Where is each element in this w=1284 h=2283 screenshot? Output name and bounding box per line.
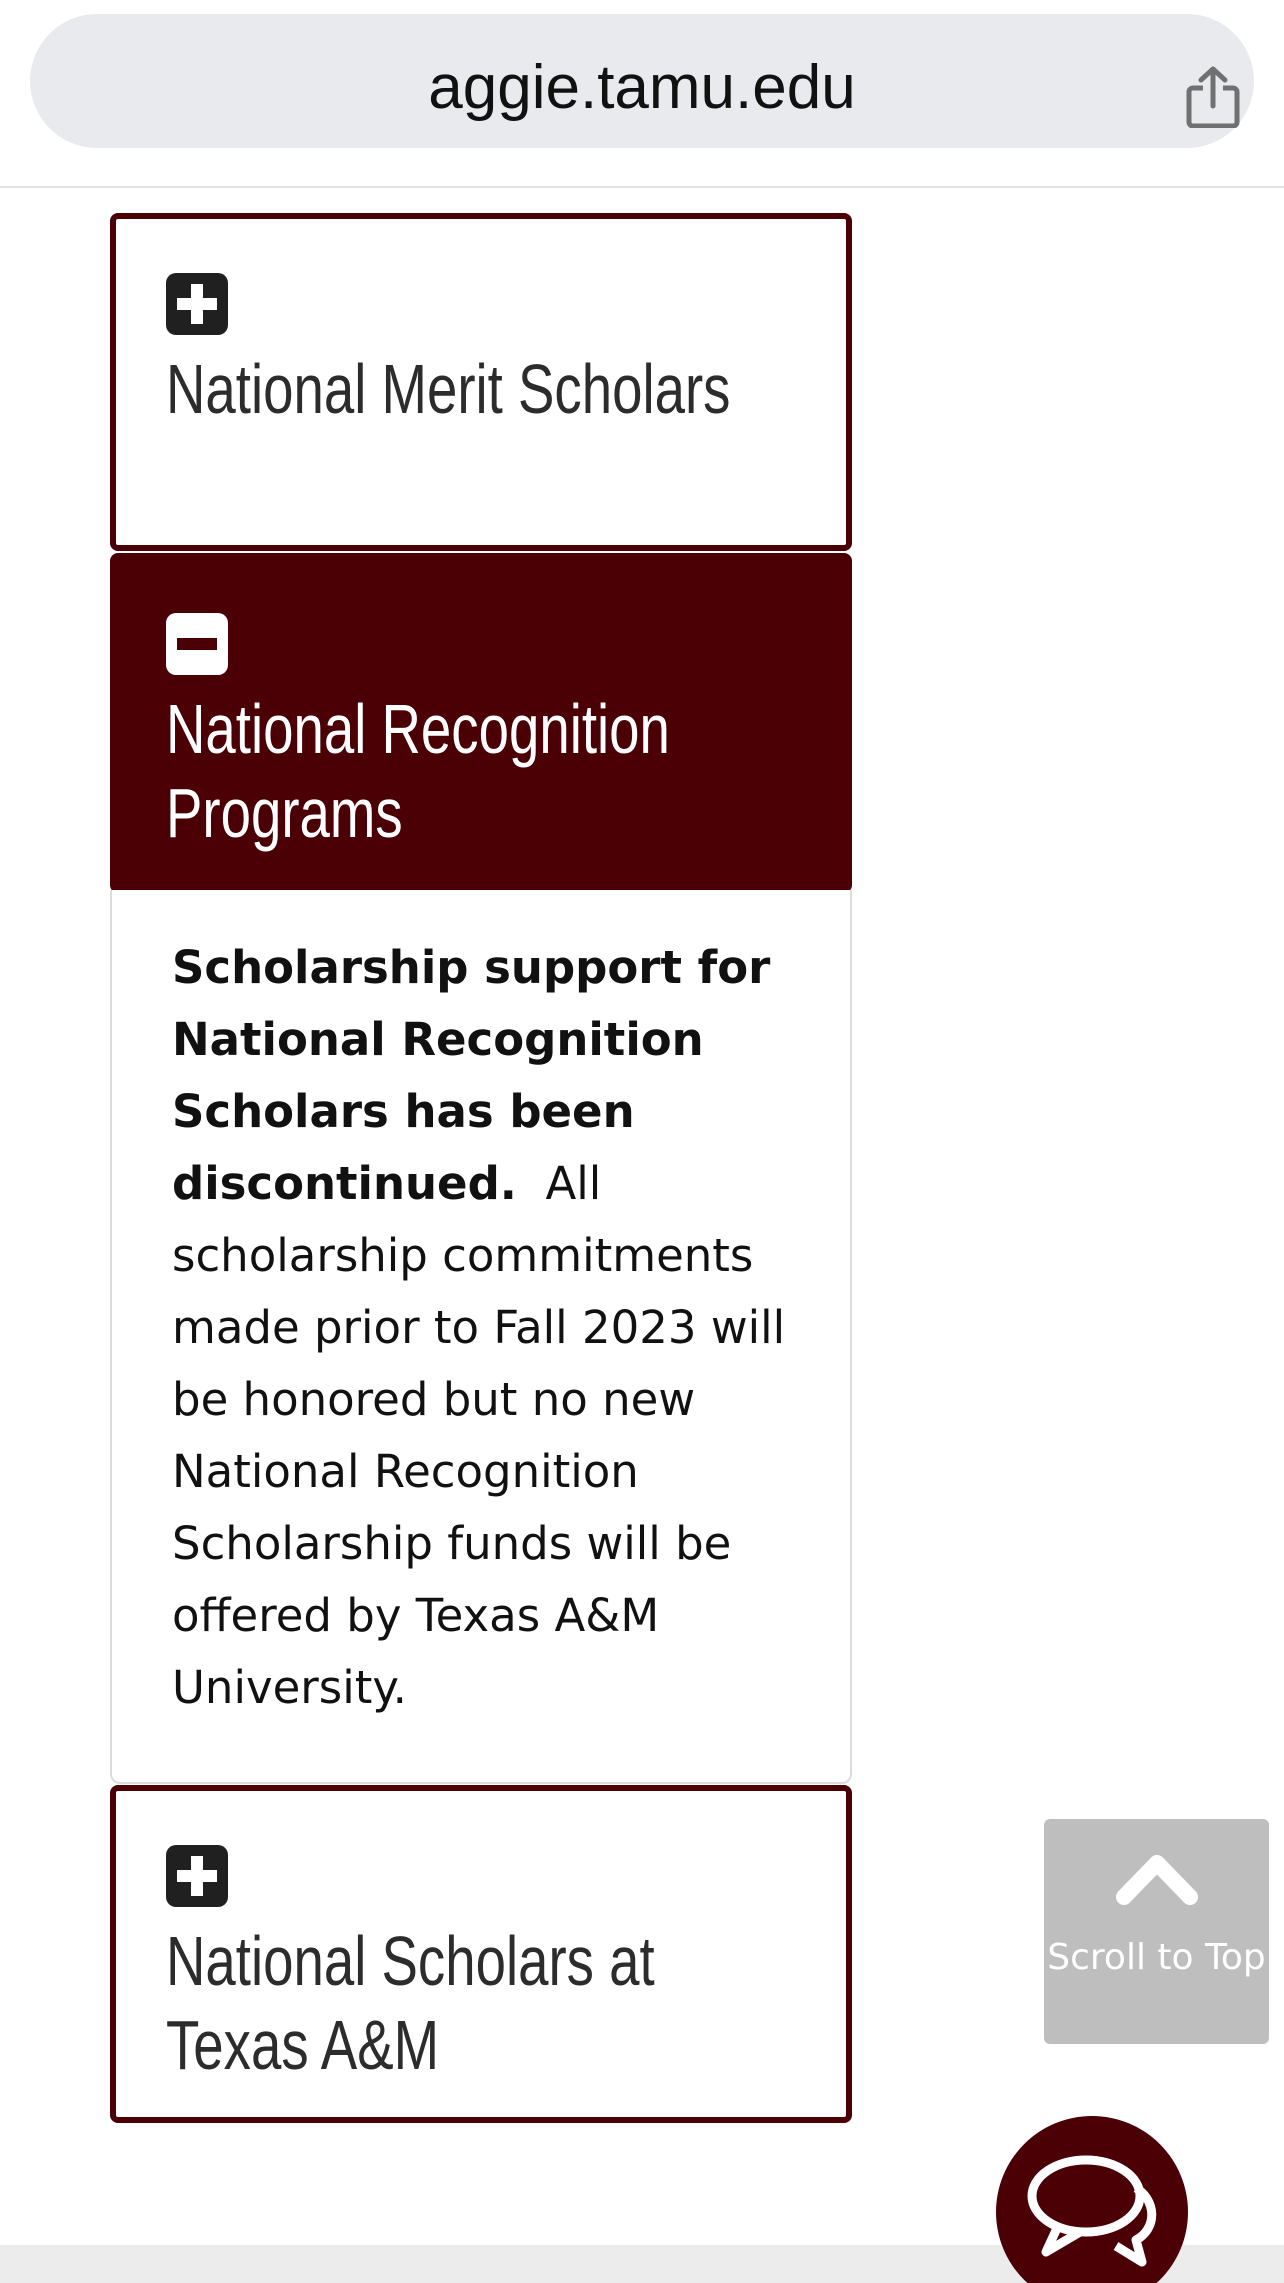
scroll-to-top-label: Scroll to Top — [1047, 1937, 1266, 1978]
accordion-item-national-merit[interactable] — [110, 213, 852, 551]
plus-icon — [166, 1845, 228, 1907]
panel-body-text: All scholarship commitments made prior to Fall 2023 will be honored but no new National Recognition Scholarship funds will be offered by Texas A&M University. — [172, 1157, 786, 1714]
minus-icon — [166, 613, 228, 675]
accordion-title: National Recognition Programs — [166, 690, 670, 852]
plus-icon — [166, 273, 228, 335]
accordion-title: National Scholars at Texas A&M — [166, 1922, 655, 2084]
chat-icon — [1024, 2148, 1164, 2268]
scroll-to-top-button[interactable] — [1044, 1819, 1269, 2044]
accordion-item-national-recognition[interactable] — [110, 553, 852, 893]
accordion-panel — [110, 890, 852, 1784]
browser-toolbar — [0, 0, 1284, 188]
panel-bold-text: Scholarship support for National Recognition Scholars has been discontinued. — [172, 941, 771, 1210]
address-bar[interactable] — [30, 14, 1254, 148]
chat-button[interactable] — [996, 2116, 1188, 2283]
accordion-item-national-scholars[interactable] — [110, 1785, 852, 2123]
panel-text — [172, 932, 812, 1724]
chevron-up-icon — [1116, 1851, 1198, 1907]
url-text[interactable]: aggie.tamu.edu — [428, 53, 856, 122]
share-icon[interactable] — [1185, 66, 1241, 128]
accordion-title: National Merit Scholars — [166, 350, 731, 428]
